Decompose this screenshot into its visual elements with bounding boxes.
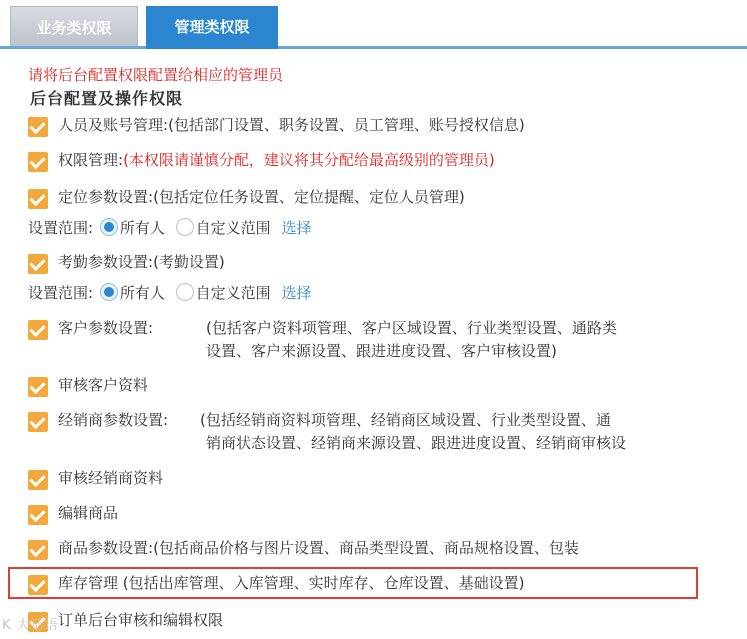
notice-text: 请将后台配置权限配置给相应的管理员 <box>28 66 284 84</box>
radio-unselected-icon[interactable] <box>176 218 194 236</box>
checkbox-checked-icon[interactable] <box>28 377 48 397</box>
permission-detail-line1: (包括客户资料项管理、客户区域设置、行业类型设置、通路类 <box>206 319 617 337</box>
checkbox-checked-icon[interactable] <box>28 540 48 560</box>
scope-option-all: 所有人 <box>119 284 165 302</box>
permission-label: 商品参数设置:(包括商品价格与图片设置、商品类型设置、商品规格设置、包装 <box>58 539 579 557</box>
permission-label: 库存管理 (包括出库管理、入库管理、实时库存、仓库设置、基础设置) <box>58 574 525 592</box>
select-link[interactable]: 选择 <box>281 219 312 237</box>
permission-label: 定位参数设置:(包括定位任务设置、定位提醒、定位人员管理) <box>58 188 465 206</box>
scope-option-custom: 自定义范围 <box>195 219 271 237</box>
scope-label: 设置范围: <box>28 284 94 302</box>
scope-option-custom: 自定义范围 <box>195 284 271 302</box>
permission-label: 审核客户资料 <box>58 376 149 394</box>
scope-label: 设置范围: <box>28 219 94 237</box>
tab-bar <box>0 0 747 49</box>
permission-label: 人员及账号管理:(包括部门设置、职务设置、员工管理、账号授权信息) <box>58 116 525 134</box>
checkbox-checked-icon[interactable] <box>28 152 48 172</box>
permission-label: 编辑商品 <box>58 504 119 522</box>
checkbox-checked-icon[interactable] <box>28 189 48 209</box>
radio-unselected-icon[interactable] <box>176 283 194 301</box>
checkbox-checked-icon[interactable] <box>28 505 48 525</box>
tab-business-permissions[interactable]: 业务类权限 <box>10 6 138 46</box>
radio-selected-icon[interactable] <box>100 283 118 301</box>
watermark: K 大话语 <box>2 618 59 633</box>
permission-label: 审核经销商资料 <box>58 469 164 487</box>
scope-selector-attendance <box>28 282 311 303</box>
radio-selected-icon[interactable] <box>100 218 118 236</box>
permission-detail-line2: 设置、客户来源设置、跟进进度设置、客户审核设置) <box>206 342 557 360</box>
checkbox-checked-icon[interactable] <box>28 320 48 340</box>
permission-label: 考勤参数设置:(考勤设置) <box>58 253 225 271</box>
checkbox-checked-icon[interactable] <box>28 117 48 137</box>
tab-management-permissions[interactable]: 管理类权限 <box>146 6 278 46</box>
permission-label: 权限管理:(本权限请谨慎分配，建议将其分配给最高级别的管理员) <box>58 151 495 169</box>
checkbox-checked-icon[interactable] <box>28 470 48 490</box>
checkbox-checked-icon[interactable] <box>28 254 48 274</box>
scope-option-all: 所有人 <box>119 219 165 237</box>
permission-label: 客户参数设置: <box>58 319 154 337</box>
checkbox-checked-icon[interactable] <box>28 412 48 432</box>
permission-detail-line1: (包括经销商资料项管理、经销商区域设置、行业类型设置、通 <box>200 411 611 429</box>
permission-label: 经销商参数设置: <box>58 411 169 429</box>
select-link[interactable]: 选择 <box>281 284 312 302</box>
permission-label: 订单后台审核和编辑权限 <box>58 611 224 629</box>
checkbox-checked-icon[interactable] <box>28 575 48 595</box>
permission-detail-line2: 销商状态设置、经销商来源设置、跟进进度设置、经销商审核设 <box>206 434 627 452</box>
section-title: 后台配置及操作权限 <box>30 89 184 108</box>
active-tab-indicator <box>146 44 278 49</box>
scope-selector-location <box>28 217 311 238</box>
warning-text: (本权限请谨慎分配，建议将其分配给最高级别的管理员) <box>123 151 495 169</box>
